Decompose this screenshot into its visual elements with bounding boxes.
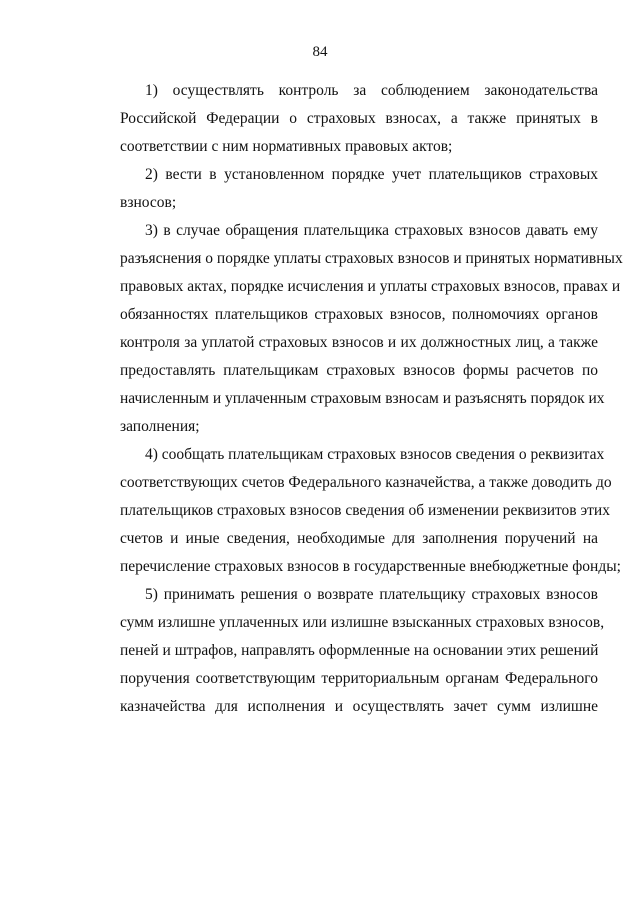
text-line: 1) осуществлять контроль за соблюдением законодательства xyxy=(145,82,598,99)
text-line: контроля за уплатой страховых взносов и их должностных лиц, а также xyxy=(120,334,598,351)
document-body xyxy=(120,77,623,721)
text-line: 2) вести в установленном порядке учет плательщиков страховых xyxy=(145,166,598,183)
text-line: пеней и штрафов, направлять оформленные на основании этих решений xyxy=(120,642,599,659)
text-line: поручения соответствующим территориальным органам Федерального xyxy=(120,670,598,687)
text-line: счетов и иные сведения, необходимые для заполнения поручений на xyxy=(120,530,598,547)
text-line: 5) принимать решения о возврате плательщику страховых взносов xyxy=(145,586,598,603)
text-line: обязанностях плательщиков страховых взносов, полномочиях органов xyxy=(120,306,598,323)
text-line: казначейства для исполнения и осуществлять зачет сумм излишне xyxy=(120,698,598,715)
text-line: разъяснения о порядке уплаты страховых взносов и принятых нормативных xyxy=(120,250,623,267)
text-line: 4) сообщать плательщикам страховых взносов сведения о реквизитах xyxy=(145,446,605,463)
text-line: начисленным и уплаченным страховым взносам и разъяснять порядок их xyxy=(120,390,605,407)
text-line: плательщиков страховых взносов сведения об изменении реквизитов этих xyxy=(120,502,610,519)
text-line: сумм излишне уплаченных или излишне взысканных страховых взносов, xyxy=(120,614,605,631)
text-line: перечисление страховых взносов в государственные внебюджетные фонды; xyxy=(120,558,621,575)
text-line: предоставлять плательщикам страховых взносов формы расчетов по xyxy=(120,362,598,379)
text-line: взносов; xyxy=(120,194,177,211)
text-line: соответствующих счетов Федерального казначейства, а также доводить до xyxy=(120,474,612,491)
text-line: Российской Федерации о страховых взносах, а также принятых в xyxy=(120,110,598,127)
text-line: правовых актах, порядке исчисления и уплаты страховых взносов, правах и xyxy=(120,278,621,295)
text-line: 3) в случае обращения плательщика страховых взносов давать ему xyxy=(145,222,598,239)
text-line: соответствии с ним нормативных правовых актов; xyxy=(120,138,453,155)
text-line: заполнения; xyxy=(120,418,200,435)
page-number: 84 xyxy=(312,44,328,60)
